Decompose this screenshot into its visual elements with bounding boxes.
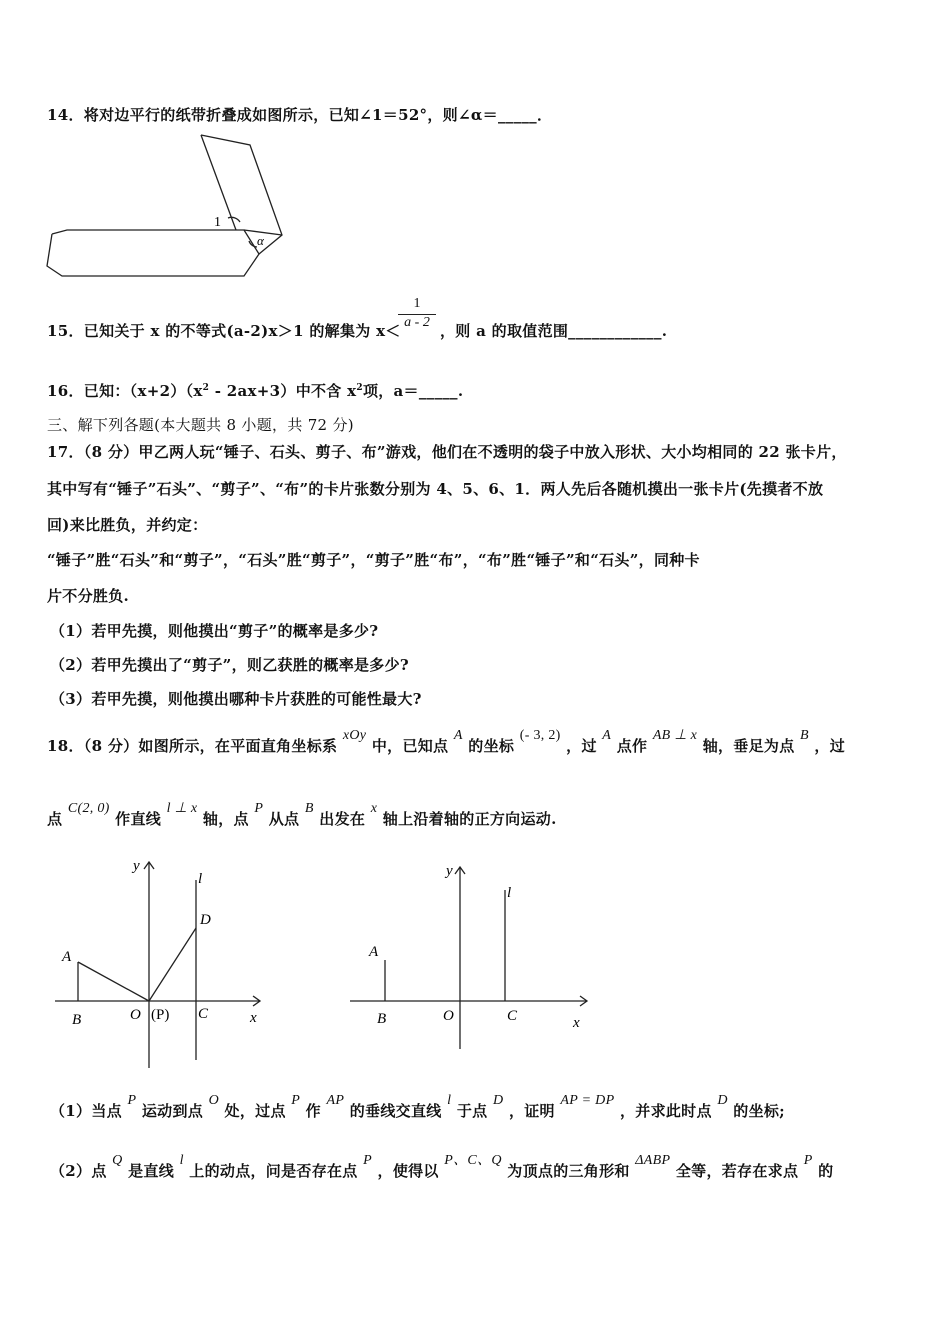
q18-s2-l: l [179, 1153, 184, 1168]
q16-part-a: 16．已知：（x+2）（x [47, 382, 203, 400]
q18-s2-p: P [363, 1153, 372, 1168]
q18-point-c: C(2, 0) [67, 801, 110, 816]
q18-l-perp-x: l ⊥ x [166, 801, 198, 816]
q18-s1-text-c: 处，过点 [224, 1102, 286, 1120]
q17-line4: “锤子”胜“石头”和“剪子”，“石头”胜“剪子”，“剪子”胜“布”，“布”胜“锤子”和“石头”，同种卡 [47, 551, 700, 569]
q18-xoy: xOy [342, 728, 367, 743]
q15-fraction [398, 296, 436, 331]
q17-line1: 17．（8 分）甲乙两人玩“锤子、石头、剪子、布”游戏，他们在不透明的袋子中放入形状、大小均相同的 22 张卡片， [47, 443, 847, 461]
q18-l1-text-e: 点作 [616, 737, 648, 755]
q17-sub2: （2）若甲先摸出了“剪子”，则乙获胜的概率是多少? [50, 656, 409, 674]
q18-x-axis-var: x [370, 801, 378, 816]
fig1-label-a: A [62, 949, 72, 965]
q18-line1 [47, 728, 846, 756]
q16-part-c: 项，a＝_____. [362, 382, 464, 400]
q16-sup-a: 2 [202, 383, 210, 393]
q18-l2-text-a: 点 [47, 810, 63, 828]
q18-l1-text-d: ，过 [566, 737, 597, 755]
q18-s2-triangle-abp: ΔABP [635, 1153, 671, 1168]
q18-l2-text-f: 轴上沿着轴的正方向运动. [382, 810, 557, 828]
fig2-label-a: A [369, 944, 379, 960]
q17-line2: 其中写有“锤子”石头”、“剪子”、“布”的卡片张数分别为 4、5、6、1．两人先后各随机摸出一张卡片(先摸者不放 [47, 480, 824, 498]
q18-s1-text-a: （1）当点 [50, 1102, 122, 1120]
q16-text [47, 380, 463, 401]
q18-sub1 [50, 1093, 786, 1121]
q18-s1-p: P [127, 1093, 137, 1108]
q18-s2-text-f: 全等，若存在求点 [675, 1162, 799, 1180]
q16-part-b: - 2ax+3）中不含 x [209, 382, 357, 400]
q18-figure-1 [50, 850, 280, 1075]
q18-s1-text-f: 于点 [456, 1102, 488, 1120]
q18-s1-text-h: ，并求此时点 [619, 1102, 712, 1120]
q18-l1-text-g: ，过 [814, 737, 846, 755]
q18-s1-d-2: D [717, 1093, 728, 1108]
q18-s2-text-c: 上的动点，问是否存在点 [189, 1162, 358, 1180]
q18-figure-2 [345, 855, 595, 1055]
q17-line3: 回)来比胜负，并约定： [47, 516, 208, 534]
q17-sub1: （1）若甲先摸，则他摸出“剪子”的概率是多少? [50, 622, 379, 640]
fig2-label-c: C [507, 1008, 518, 1024]
fig2-label-o: O [443, 1008, 454, 1024]
q18-s1-d: D [492, 1093, 504, 1108]
fig2-label-l: l [507, 885, 512, 901]
q15-text-b: ，则 a 的取值范围____________. [440, 322, 668, 340]
q18-l2-text-b: 作直线 [115, 810, 162, 828]
fig1-label-l: l [198, 871, 203, 887]
q15-text-a: 15．已知关于 x 的不等式(a-2)x＞1 的解集为 x＜ [47, 322, 401, 340]
q18-l2-text-c: 轴，点 [202, 810, 249, 828]
q16-sup-b: 2 [356, 383, 363, 393]
q18-point-p: P [254, 801, 264, 816]
q18-l1-text-f: 轴，垂足为点 [702, 737, 795, 755]
fig2-label-b: B [377, 1011, 387, 1027]
q18-s1-o: O [208, 1093, 220, 1108]
q18-s1-p-2: P [291, 1093, 301, 1108]
q18-s2-pcq: P、C、Q [444, 1153, 502, 1168]
q18-point-a: A [453, 728, 463, 743]
q18-coord-a: (- 3, 2) [519, 728, 561, 743]
fig1-label-x: x [250, 1010, 257, 1026]
q18-s2-text-d: ，使得以 [377, 1162, 439, 1180]
fig2-label-x: x [573, 1015, 580, 1031]
fig1-label-p: (P) [151, 1007, 170, 1023]
q18-s1-ap: AP [326, 1093, 345, 1108]
q18-s2-text-e: 为顶点的三角形和 [507, 1162, 630, 1180]
fig14-label-1: 1 [214, 215, 221, 230]
q18-s2-text-g: 的 [818, 1162, 834, 1180]
q18-s2-text-a: （2）点 [50, 1162, 107, 1180]
q17-sub3: （3）若甲先摸，则他摸出哪种卡片获胜的可能性最大? [50, 690, 422, 708]
q18-s1-l: l [447, 1093, 452, 1108]
q15-frac-num: 1 [413, 296, 421, 311]
q18-l1-text-a: 18．（8 分）如图所示，在平面直角坐标系 [47, 737, 338, 755]
q18-sub2 [50, 1153, 834, 1181]
q18-s1-text-i: 的坐标; [733, 1102, 786, 1120]
q14-text: 14．将对边平行的纸带折叠成如图所示，已知∠1＝52°，则∠α＝_____． [47, 106, 553, 124]
q17-line5: 片不分胜负. [47, 587, 130, 605]
fig1-label-d: D [200, 912, 211, 928]
q18-line2 [47, 801, 557, 829]
section-3-heading: 三、解下列各题(本大题共 8 小题，共 72 分) [47, 416, 354, 434]
q18-s2-p-2: P [803, 1153, 813, 1168]
q18-l2-text-d: 从点 [268, 810, 300, 828]
q18-s2-q: Q [112, 1153, 123, 1168]
q18-l1-text-b: 中，已知点 [371, 737, 449, 755]
fig1-label-y: y [133, 858, 140, 874]
fig1-label-c: C [198, 1006, 209, 1022]
fig1-label-o: O [130, 1007, 141, 1023]
q14-figure [44, 130, 294, 280]
q18-s1-text-e: 的垂线交直线 [349, 1102, 442, 1120]
q18-s2-text-b: 是直线 [128, 1162, 175, 1180]
q18-s1-ap-eq-dp: AP = DP [560, 1093, 615, 1108]
fig2-label-y: y [446, 863, 453, 879]
q18-s1-text-b: 运动到点 [141, 1102, 204, 1120]
q18-l1-text-c: 的坐标 [468, 737, 515, 755]
q18-s1-text-d: 作 [305, 1102, 321, 1120]
fig14-label-alpha: α [257, 233, 264, 248]
q18-s1-text-g: ，证明 [508, 1102, 555, 1120]
fig1-label-b: B [72, 1012, 82, 1028]
q18-point-b: B [800, 728, 809, 743]
q15-frac-den: a - 2 [398, 314, 436, 331]
q18-point-b-2: B [304, 801, 314, 816]
q18-ab-perp-x: AB ⊥ x [652, 728, 698, 743]
q18-point-a-2: A [602, 728, 612, 743]
q18-l2-text-e: 出发在 [319, 810, 366, 828]
